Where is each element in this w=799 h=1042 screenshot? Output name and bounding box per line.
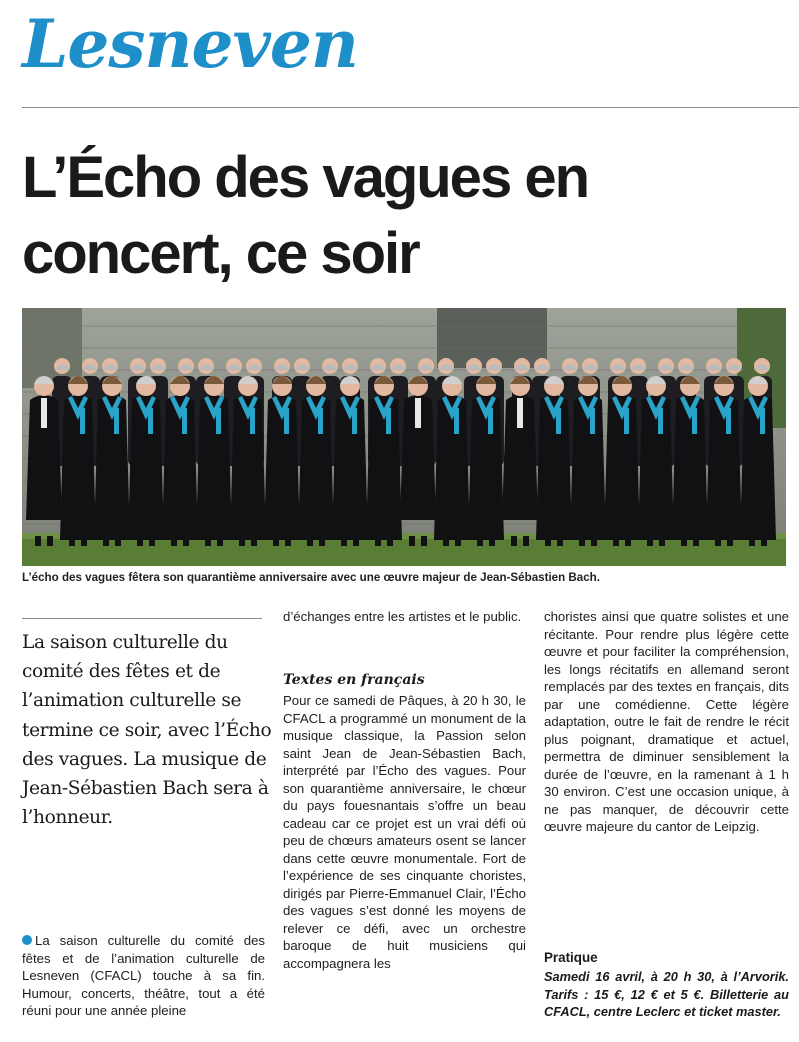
town-section-title: Lesneven <box>22 5 358 83</box>
body-column-1-text: La saison culturelle du comité des fêtes et de l’animation culturelle de Lesneven (CFACL) touche à sa fin. Humour, concerts, théâtre, tout a été réuni pour une année pleine <box>22 933 265 1018</box>
practical-info-text: Samedi 16 avril, à 20 h 30, à l’Arvorik. Tarifs : 15 €, 12 € et 5 €. Billetterie au CFACL, centre Leclerc et ticket master. <box>544 969 789 1019</box>
body-column-2-intro: d’échanges entre les artistes et le public. <box>283 609 522 624</box>
bullet-icon <box>22 935 32 945</box>
photo-caption: L’écho des vagues fêtera son quarantième anniversaire avec une œuvre majeur de Jean-Sébastien Bach. <box>22 571 600 584</box>
body-column-1 <box>22 932 265 1020</box>
practical-info-title: Pratique <box>544 950 598 965</box>
lead-divider <box>22 618 262 619</box>
body-column-2: Pour ce samedi de Pâques, à 20 h 30, le CFACL a programmé un monument de la musique classique, la Passion selon saint Jean de Jean-Sébastien Bach, interprété par l’Écho des vagues. Pour son quarantième anniversaire, le chœur du pays fouesnantais s’offre un beau cadeau car ce projet est un vrai défi où peu de chœurs amateurs osent se lancer dans cette œuvre monumentale. Fort de l’expérience de ses cinquante choristes, dirigés par Pierre-Emmanuel Clair, l’Écho des vagues s’est donné les moyens de relever ce défi, avec un orchestre baroque de huit musiciens qui accompagnera les <box>283 693 526 971</box>
article-headline: L’Écho des vagues en concert, ce soir <box>22 145 588 286</box>
body-column-3: choristes ainsi que quatre solistes et une récitante. Pour rendre plus légère cette œuvre et pour faciliter la compréhension, les longs récitatifs en allemand seront remplacés par des textes en français, dits par une comédienne. Cette légère adaptation, outre le fait de rendre le récit plus poignant, dramatique et actuel, permettra de diminuer sensiblement la durée de l’œuvre, en la ramenant à 1 h 30 environ. C’est une occasion unique, à ne pas manquer, de découvrir cette œuvre majeure du cantor de Leipzig. <box>544 609 789 834</box>
article-lead: La saison culturelle du comité des fêtes et de l’animation culturelle se termine ce soir, avec l’Écho des vagues. La musique de Jean-Sébastien Bach sera à l’honneur. <box>22 632 272 829</box>
choir-photo <box>22 308 786 566</box>
section-subhead: Textes en français <box>283 672 425 688</box>
header-divider <box>22 107 799 108</box>
